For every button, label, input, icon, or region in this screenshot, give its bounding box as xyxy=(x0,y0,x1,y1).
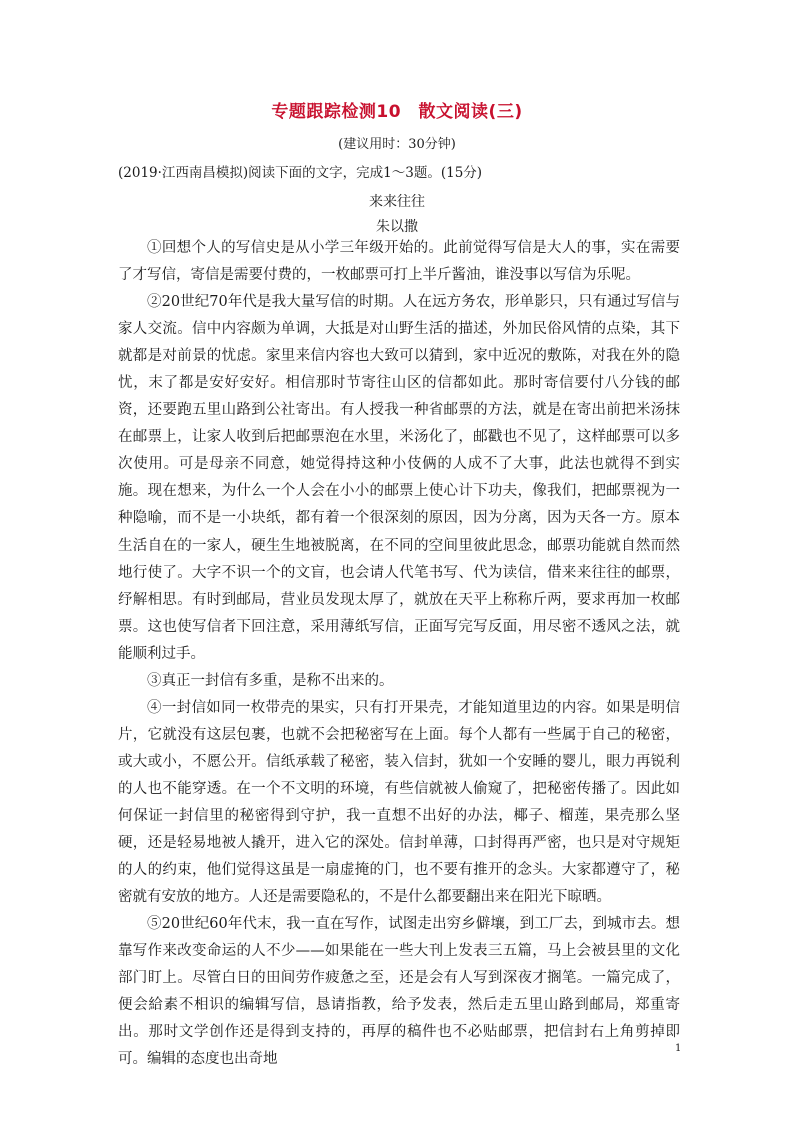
page-number: 1 xyxy=(675,1043,682,1054)
paragraph-1: ①回想个人的写信史是从小学三年级开始的。此前觉得写信是大人的事，实在需要了才写信，寄信是需要付费的，一枚邮票可打上半斤酱油，谁没事以写信为乐呢。 xyxy=(118,240,680,284)
essay-body xyxy=(118,235,680,1073)
essay-title: 来来往往 xyxy=(369,194,425,210)
document-title: 专题跟踪检测10 散文阅读(三) xyxy=(271,102,523,122)
suggested-time: (建议用时：30分钟) xyxy=(338,137,456,152)
paragraph-2: ②20世纪70年代是我大量写信的时期。人在远方务农，形单影只，只有通过写信与家人交流。信中内容颇为单调，大抵是对山野生活的描述，外加民俗风情的点染，其下就都是对前景的忧虑。家里来信内容也大致可以猜到，家中近况的敷陈，对我在外的隐忧，末了都是安好安好。相信那时节寄往山区的信都如此。那时寄信要付八分钱的邮资，还要跑五里山路到公社寄出。有人授我一种省邮票的方法，就是在寄出前把米汤抹在邮票上，让家人收到后把邮票泡在水里，米汤化了，邮戳也不见了，这样邮票可以多次使用。可是母亲不同意，她觉得持这种小伎俩的人成不了大事，此法也就得不到实施。现在想来，为什么一个人会在小小的邮票上使心计下功夫，像我们，把邮票视为一种隐喻，而不是一小块纸，都有着一个很深刻的原因，因为分离，因为天各一方。原本生活自在的一家人，硬生生地被脱离，在不同的空间里彼此思念，邮票功能就自然而然地行使了。大字不识一个的文盲，也会请人代笔书写、代为读信，借来来往往的邮票，纾解相思。有时到邮局，营业员发现太厚了，就放在天平上称称斤两，要求再加一枚邮票。这也使写信者下回注意，采用薄纸写信，正面写完写反面，用尽密不透风之法，就能顺利过手。 xyxy=(118,294,680,662)
essay-author: 朱以撒 xyxy=(376,219,418,235)
paragraph-5: ⑤20世纪60年代末，我一直在写作，试图走出穷乡僻壤，到工厂去，到城市去。想靠写作来改变命运的人不少——如果能在一些大刊上发表三五篇，马上会被县里的文化部门盯上。尽管白日的田间劳作疲惫之至，还是会有人写到深夜才搁笔。一篇完成了，便会給素不相识的编辑写信，恳请指教，给予发表，然后走五里山路到邮局，郑重寄出。那时文学创作还是得到支持的，再厚的稿件也不必贴邮票，把信封右上角剪掉即可。编辑的态度也出奇地 xyxy=(118,916,680,1068)
paragraph-3: ③真正一封信有多重，是称不出来的。 xyxy=(147,672,394,689)
question-instruction: (2019·江西南昌模拟)阅读下面的文字，完成1～3题。(15分) xyxy=(118,165,483,181)
paragraph-4: ④一封信如同一枚带壳的果实，只有打开果壳，才能知道里边的内容。如果是明信片，它就没有这层包裹，也就不会把秘密写在上面。每个人都有一些属于自己的秘密，或大或小，不愿公开。信纸承载了秘密，装入信封，犹如一个安睡的婴儿，眼力再锐利的人也不能穿透。在一个不文明的环境，有些信就被人偷窥了，把秘密传播了。因此如何保证一封信里的秘密得到守护，我一直想不出好的办法，椰子、榴莲，果壳那么坚硬，还是轻易地被人撬开，进入它的深处。信封单薄，口封得再严密，也只是对守规矩的人的约束，他们觉得这虽是一扇虚掩的门，也不要有推开的念头。大家都遵守了，秘密就有安放的地方。人还是需要隐私的，不是什么都要翻出来在阳光下晾晒。 xyxy=(118,699,680,906)
